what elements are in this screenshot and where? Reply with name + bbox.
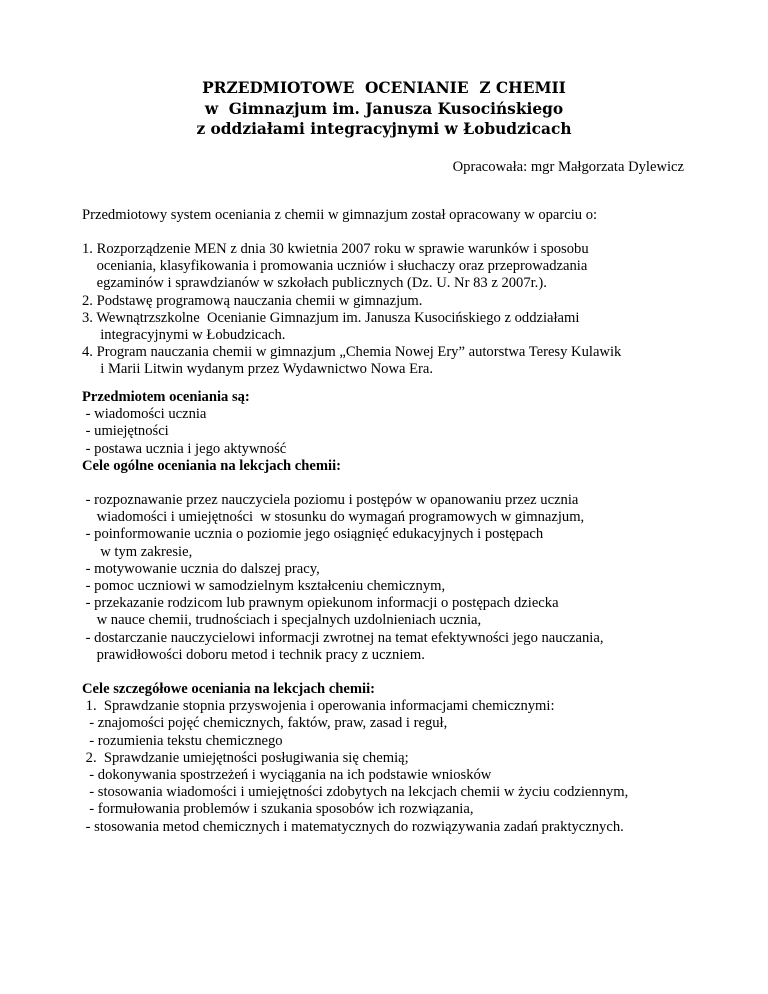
list-item: oceniania, klasyfikowania i promowania uczniów i słuchaczy oraz przeprowadzania: [82, 258, 588, 275]
basis-list: [82, 241, 702, 379]
list-item: 1. Sprawdzanie stopnia przyswojenia i operowania informacjami chemicznymi:: [82, 698, 555, 715]
list-item: - umiejętności: [82, 423, 169, 440]
intro-paragraph: [82, 207, 702, 224]
author-line: Opracowała: mgr Małgorzata Dylewicz: [452, 159, 684, 175]
list-item: - wiadomości ucznia: [82, 406, 207, 423]
section-heading: Cele ogólne oceniania na lekcjach chemii:: [82, 458, 342, 474]
list-item: - znajomości pojęć chemicznych, faktów, praw, zasad i reguł,: [82, 715, 448, 732]
list-item: - pomoc uczniowi w samodzielnym kształceniu chemicznym,: [82, 577, 446, 594]
list-item: - przekazanie rodzicom lub prawnym opiekunom informacji o postępach dziecka: [82, 595, 559, 612]
list-item: egzaminów i sprawdzianów w szkołach publicznych (Dz. U. Nr 83 z 2007r.).: [82, 275, 547, 292]
title-line: w Gimnazjum im. Janusza Kusocińskiego: [204, 99, 564, 118]
general-goals-heading-block: [82, 458, 702, 475]
list-item: w tym zakresie,: [82, 543, 193, 560]
list-item: w nauce chemii, trudnościach i specjalnych uzdolnieniach ucznia,: [82, 612, 482, 629]
list-item: - stosowania metod chemicznych i matematycznych do rozwiązywania zadań praktycznych.: [82, 818, 624, 835]
section-heading: Cele szczegółowe oceniania na lekcjach chemii:: [82, 681, 376, 697]
list-item: 2. Podstawę programową nauczania chemii w gimnazjum.: [82, 292, 423, 309]
list-item: prawidłowości doboru metod i technik pracy z uczniem.: [82, 646, 425, 663]
list-item: - dokonywania spostrzeżeń i wyciągania na ich podstawie wniosków: [82, 766, 492, 783]
list-item: - postawa ucznia i jego aktywność: [82, 440, 287, 457]
title-line: z oddziałami integracyjnymi w Łobudzicach: [196, 120, 572, 138]
title-line: PRZEDMIOTOWE OCENIANIE Z CHEMII: [202, 79, 566, 97]
list-item: - rozumienia tekstu chemicznego: [82, 732, 283, 749]
document-title: [0, 78, 768, 140]
list-item: - rozpoznawanie przez nauczyciela poziomu i postępów w opanowaniu przez ucznia: [82, 492, 579, 508]
section-heading: Przedmiotem oceniania są:: [82, 389, 250, 405]
subject-section: [82, 389, 702, 458]
list-item: 1. Rozporządzenie MEN z dnia 30 kwietnia 2007 roku w sprawie warunków i sposobu: [82, 241, 589, 257]
intro-text: Przedmiotowy system oceniania z chemii w gimnazjum został opracowany w oparciu o:: [82, 207, 598, 223]
list-item: - dostarczanie nauczycielowi informacji zwrotnej na temat efektywności jego nauczania,: [82, 629, 604, 646]
list-item: - motywowanie ucznia do dalszej pracy,: [82, 560, 320, 577]
general-goals-list: [82, 492, 702, 664]
list-item: - formułowania problemów i szukania sposobów ich rozwiązania,: [82, 801, 474, 818]
detailed-goals-section: [82, 681, 702, 836]
list-item: integracyjnymi w Łobudzicach.: [82, 326, 286, 343]
list-item: - stosowania wiadomości i umiejętności zdobytych na lekcjach chemii w życiu codziennym,: [82, 784, 629, 801]
list-item: wiadomości i umiejętności w stosunku do wymagań programowych w gimnazjum,: [82, 509, 585, 526]
list-item: 3. Wewnątrzszkolne Ocenianie Gimnazjum im. Janusza Kusocińskiego z oddziałami: [82, 309, 580, 326]
list-item: 2. Sprawdzanie umiejętności posługiwania się chemią;: [82, 749, 409, 766]
list-item: i Marii Litwin wydanym przez Wydawnictwo Nowa Era.: [82, 361, 434, 378]
list-item: - poinformowanie ucznia o poziomie jego osiągnięć edukacyjnych i postępach: [82, 526, 544, 543]
list-item: 4. Program nauczania chemii w gimnazjum „Chemia Nowej Ery” autorstwa Teresy Kulawik: [82, 344, 622, 361]
